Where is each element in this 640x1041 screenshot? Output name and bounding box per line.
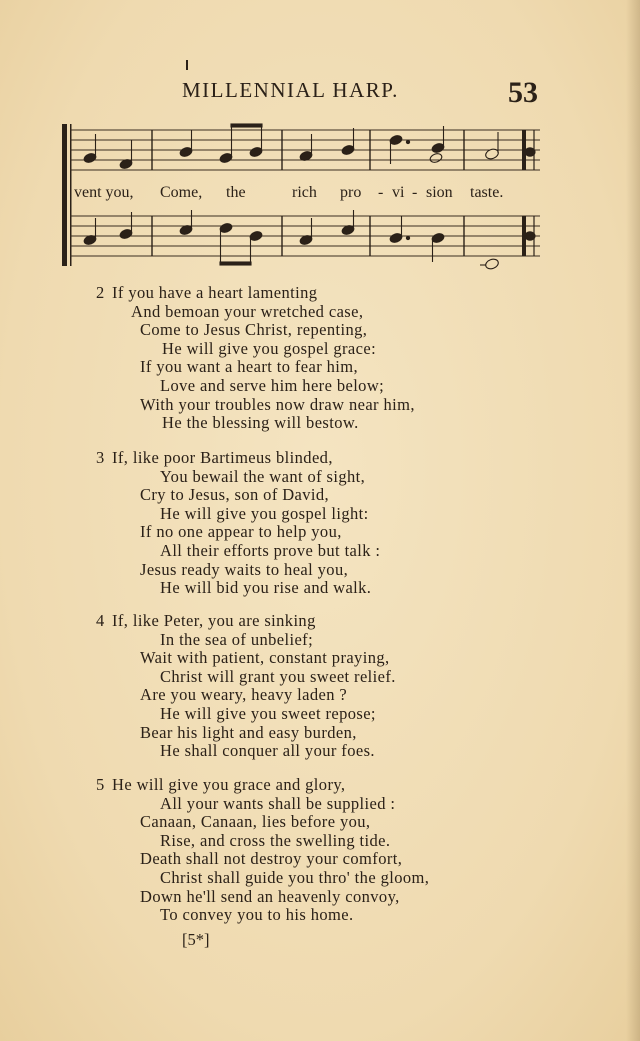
page-number: 53: [508, 76, 538, 109]
verse-line: To convey you to his home.: [160, 905, 354, 925]
lower-notes: [83, 210, 535, 270]
music-lyric-underlay: [74, 184, 524, 206]
running-title: MILLENNIAL HARP.: [182, 78, 399, 102]
verse-number: 2: [96, 283, 105, 302]
underlay-syllable: sion: [426, 184, 453, 201]
verse-line: All their efforts prove but talk :: [160, 540, 381, 560]
verse-line: In the sea of unbelief;: [160, 629, 314, 649]
verse-line: He will give you grace and glory,: [112, 775, 346, 794]
verse-line: He will give you sweet repose;: [160, 703, 376, 723]
underlay-syllable: Come,: [160, 184, 203, 201]
underlay-syllable: the: [226, 184, 246, 201]
verse-line: Come to Jesus Christ, repenting,: [140, 320, 368, 340]
verse-line: Canaan, Canaan, lies before you,: [140, 812, 371, 832]
verse-line: Down he'll send an heavenly convoy,: [140, 886, 400, 906]
verse-line: He will give you gospel grace:: [162, 338, 377, 358]
verse-number: 4: [96, 611, 105, 630]
verse-line: Are you weary, heavy laden ?: [140, 685, 348, 705]
verse-line: Bear his light and easy burden,: [140, 722, 357, 742]
verse-number: 3: [96, 448, 105, 467]
underlay-syllable: vent you,: [74, 184, 134, 201]
verse-line: He the blessing will bestow.: [162, 413, 359, 433]
header-ornament: [186, 60, 188, 70]
underlay-syllable: taste.: [470, 184, 504, 201]
underlay-syllable: -: [378, 184, 384, 201]
verse-line: He will give you gospel light:: [160, 503, 369, 523]
verse-line: If, like poor Bartimeus blinded,: [112, 448, 333, 467]
upper-notes: [83, 124, 535, 170]
upper-staff: [70, 130, 540, 170]
verse-3: [96, 448, 552, 598]
verse-line: Love and serve him here below;: [160, 375, 385, 395]
verse-line: Wait with patient, constant praying,: [140, 648, 390, 668]
verse-line: Cry to Jesus, son of David,: [140, 485, 330, 505]
verse-line: He will bid you rise and walk.: [160, 578, 372, 598]
verse-line: Christ shall guide you thro' the gloom,: [160, 867, 430, 887]
verse-line: Rise, and cross the swelling tide.: [160, 830, 391, 850]
verse-line: He shall conquer all your foes.: [160, 741, 375, 761]
system-bar-thick: [62, 124, 67, 266]
verse-line: And bemoan your wretched case,: [131, 301, 364, 321]
verse-line: If, like Peter, you are sinking: [112, 611, 316, 630]
verse-line: If you want a heart to fear him,: [140, 357, 359, 377]
verse-line: You bewail the want of sight,: [160, 466, 366, 486]
system-bar-thin: [70, 124, 72, 266]
verse-line: All your wants shall be supplied :: [160, 793, 396, 813]
verse-2: [96, 283, 552, 433]
verse-line: Christ will grant you sweet relief.: [160, 666, 396, 686]
verse-5: [96, 775, 552, 925]
verse-number: 5: [96, 775, 105, 794]
verse-line: If you have a heart lamenting: [112, 283, 318, 302]
underlay-syllable: -: [412, 184, 418, 201]
verse-4: [96, 611, 552, 761]
verse-line: If no one appear to help you,: [140, 522, 342, 542]
underlay-syllable: pro: [340, 184, 362, 201]
verse-line: With your troubles now draw near him,: [140, 394, 415, 414]
underlay-syllable: vi: [392, 184, 405, 201]
page-edge-shadow: [626, 0, 640, 1041]
verse-line: Death shall not destroy your comfort,: [140, 849, 403, 869]
signature-mark: [5*]: [182, 930, 210, 949]
underlay-syllable: rich: [292, 184, 317, 201]
verse-line: Jesus ready waits to heal you,: [140, 559, 349, 579]
